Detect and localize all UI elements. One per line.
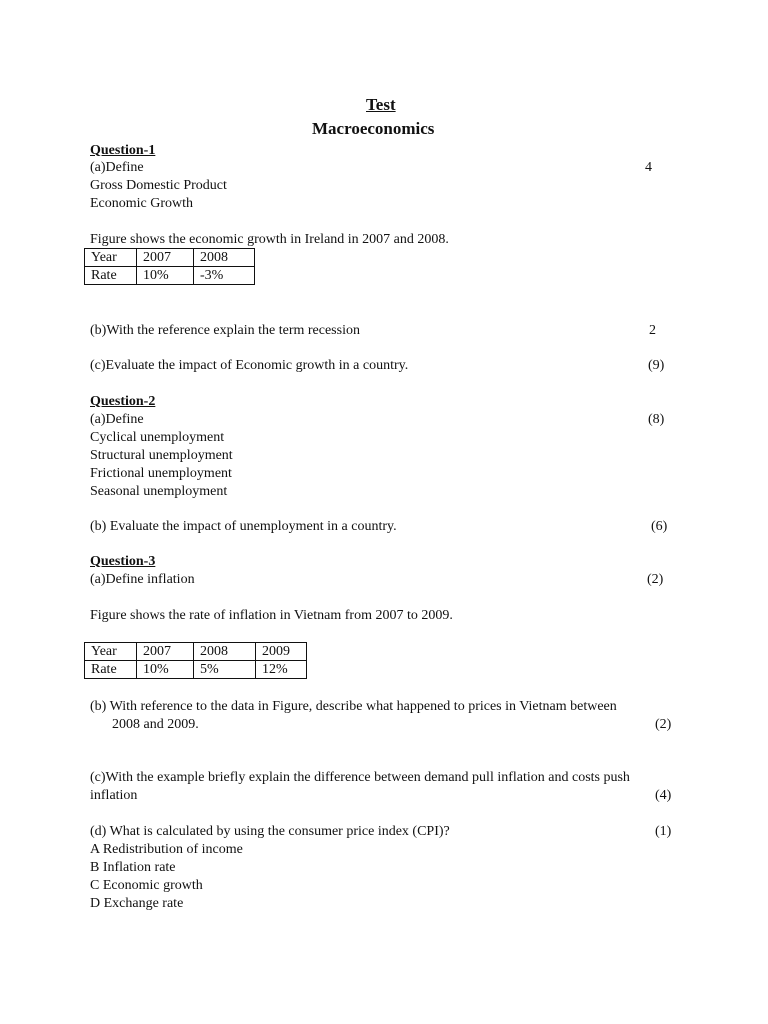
question-1-heading: Question-1 <box>90 143 156 158</box>
q3-d-option-d: D Exchange rate <box>90 896 184 911</box>
q2-a-item: Structural unemployment <box>90 448 233 463</box>
q3-part-c-mark: (4) <box>655 788 672 803</box>
table-row <box>85 661 307 679</box>
q1-a-item: Gross Domestic Product <box>90 178 227 193</box>
q3-part-a-mark: (2) <box>647 572 664 587</box>
question-2-heading: Question-2 <box>90 394 156 409</box>
table-cell: 2008 <box>194 249 255 267</box>
table-cell: 2009 <box>256 643 307 661</box>
vietnam-inflation-table <box>84 642 307 679</box>
q3-part-b-line2: 2008 and 2009. <box>112 717 199 732</box>
q2-a-item: Frictional unemployment <box>90 466 232 481</box>
table-cell: Rate <box>85 267 137 285</box>
q3-part-b-mark: (2) <box>655 717 672 732</box>
q1-part-c-mark: (9) <box>648 358 665 373</box>
q3-d-option-a: A Redistribution of income <box>90 842 243 857</box>
page-subtitle: Macroeconomics <box>312 119 435 138</box>
q1-figure-caption: Figure shows the economic growth in Ireland in 2007 and 2008. <box>90 232 449 247</box>
q1-part-a-mark: 4 <box>645 160 652 175</box>
q1-a-item: Economic Growth <box>90 196 194 211</box>
q1-part-b-mark: 2 <box>649 323 656 338</box>
q3-part-c-line2: inflation <box>90 788 138 803</box>
q3-part-d: (d) What is calculated by using the consumer price index (CPI)? <box>90 824 450 839</box>
ireland-growth-table <box>84 248 255 285</box>
q1-part-b: (b)With the reference explain the term recession <box>90 323 360 338</box>
q2-part-b-mark: (6) <box>651 519 668 534</box>
q3-part-a: (a)Define inflation <box>90 572 195 587</box>
table-cell: 12% <box>256 661 307 679</box>
q2-part-a: (a)Define <box>90 412 144 427</box>
table-cell: 5% <box>194 661 256 679</box>
q3-part-b-line1: (b) With reference to the data in Figure, describe what happened to prices in Vietnam between <box>90 699 617 714</box>
q2-a-item: Cyclical unemployment <box>90 430 225 445</box>
table-cell: 2008 <box>194 643 256 661</box>
q3-d-option-c: C Economic growth <box>90 878 203 893</box>
q1-part-a: (a)Define <box>90 160 144 175</box>
q2-part-b: (b) Evaluate the impact of unemployment in a country. <box>90 519 397 534</box>
table-cell: 2007 <box>137 249 194 267</box>
table-row <box>85 643 307 661</box>
question-3-heading: Question-3 <box>90 554 156 569</box>
q3-d-option-b: B Inflation rate <box>90 860 176 875</box>
q3-figure-caption: Figure shows the rate of inflation in Vietnam from 2007 to 2009. <box>90 608 453 623</box>
page-title: Test <box>366 95 396 114</box>
table-cell: 10% <box>137 267 194 285</box>
q2-part-a-mark: (8) <box>648 412 665 427</box>
table-cell: Year <box>85 249 137 267</box>
table-cell: -3% <box>194 267 255 285</box>
table-cell: Rate <box>85 661 137 679</box>
table-row <box>85 267 255 285</box>
table-cell: 2007 <box>137 643 194 661</box>
table-row <box>85 249 255 267</box>
table-cell: 10% <box>137 661 194 679</box>
q3-part-d-mark: (1) <box>655 824 672 839</box>
q3-part-c-line1: (c)With the example briefly explain the difference between demand pull inflation and costs push <box>90 770 630 785</box>
table-cell: Year <box>85 643 137 661</box>
q1-part-c: (c)Evaluate the impact of Economic growth in a country. <box>90 358 409 373</box>
q2-a-item: Seasonal unemployment <box>90 484 228 499</box>
